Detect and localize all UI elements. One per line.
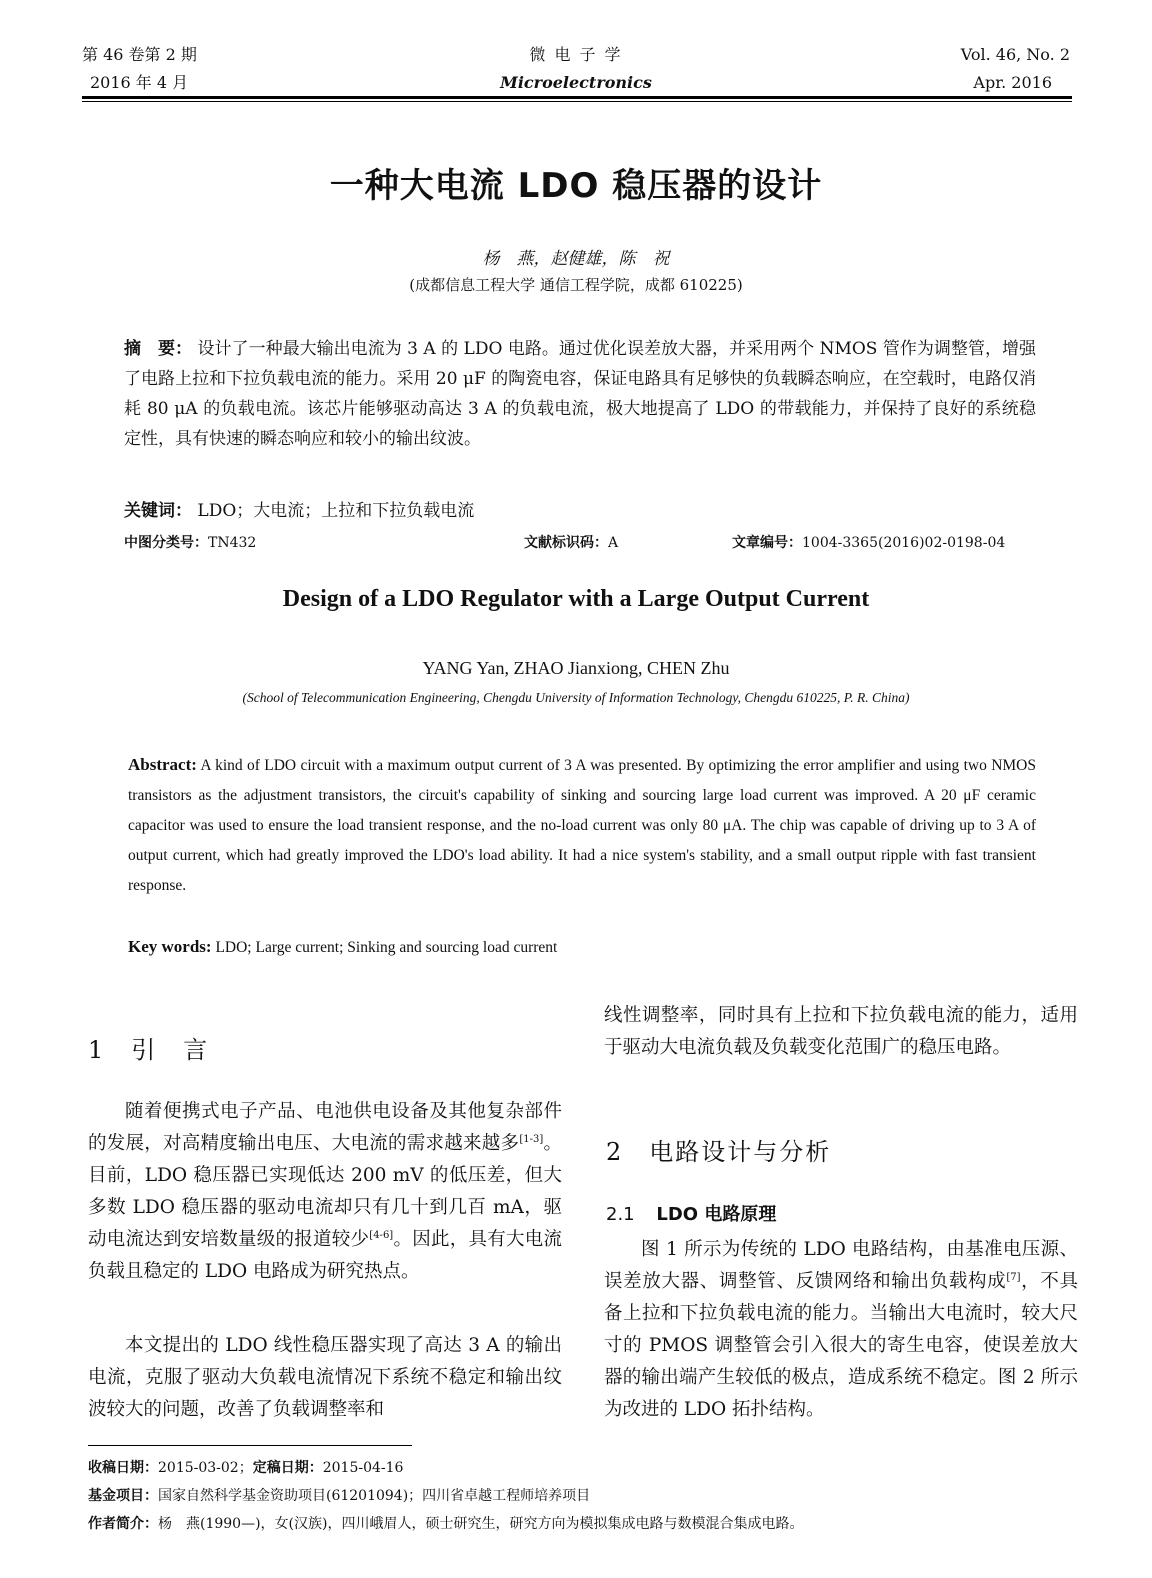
keywords-en-text: LDO; Large current; Sinking and sourcing load current xyxy=(215,939,558,956)
header-date-cn: 2016 年 4 月 xyxy=(90,73,189,92)
keywords-cn-text: LDO；大电流；上拉和下拉负载电流 xyxy=(197,501,475,521)
abstract-en-label: Abstract: xyxy=(128,755,197,774)
bio-text: 杨 燕(1990—)，女(汉族)，四川峨眉人，硕士研究生，研究方向为模拟集成电路与数模混合集成电路。 xyxy=(158,1516,804,1532)
received-date: 2015-03-02； xyxy=(158,1460,253,1476)
footnote-dates xyxy=(88,1458,403,1478)
affiliation-cn: (成都信息工程大学 通信工程学院，成都 610225) xyxy=(409,276,743,294)
doc-code-label: 文献标识码： xyxy=(524,535,608,551)
sub21-part-b: ，不具备上拉和下拉负载电流的能力。当输出大电流时，较大尺寸的 PMOS 调整管会引入很大的寄生电容，使误差放大器的输出端产生较低的极点，造成系统不稳定。图 2 所示为改进的 LDO 拓扑结构。 xyxy=(604,1271,1078,1420)
section1-heading: 1 引 言 xyxy=(88,1036,210,1064)
subsection-2-1-number: 2.1 xyxy=(606,1204,635,1225)
subsection-2-1-heading xyxy=(606,1200,776,1226)
clc-value: TN432 xyxy=(208,535,257,551)
abstract-en-text: A kind of LDO circuit with a maximum output current of 3 A was presented. By optimizing the error amplifier and using two NMOS transistors as the adjustment transistors, the circuit's capability of sinking and sourcing large load current was improved. A 20 μF ceramic capacitor was used to ensure the load transient response, and the no-load current was only 80 μA. The chip was capable of driving up to 3 A of output current, which had greatly improved the LDO's load ability. It had a nice system's stability, and a small output ripple with fast transient response. xyxy=(128,757,1036,894)
final-date: 2015-04-16 xyxy=(322,1460,404,1476)
article-number xyxy=(732,532,1005,552)
title-cn: 一种大电流 LDO 稳压器的设计 xyxy=(329,166,823,206)
abstract-cn-text: 设计了一种最大输出电流为 3 A 的 LDO 电路。通过优化误差放大器，并采用两个 NMOS 管作为调整管，增强了电路上拉和下拉负载电流的能力。采用 20 μF 的陶瓷电容，保证电路具有足够快的负载瞬态响应，在空载时，电路仅消耗 80 μA 的负载电流。该芯片能够驱动高达 3 A 的负载电流，极大地提高了 LDO 的带载能力，并保持了良好的系统稳定性，具有快速的瞬态响应和较小的输出纹波。 xyxy=(124,339,1037,449)
final-label: 定稿日期： xyxy=(252,1460,323,1476)
section2-heading: 2 电路设计与分析 xyxy=(606,1138,832,1166)
section1-paragraph2: 本文提出的 LDO 线性稳压器实现了高达 3 A 的输出电流，克服了驱动大负载电流情况下系统不稳定和输出纹波较大的问题，改善了负载调整率和 xyxy=(88,1335,562,1420)
section1-p1-part-b: 。目前，LDO 稳压器已实现低达 200 mV 的低压差，但大多数 LDO 稳压器的驱动电流却只有几十到几百 mA，驱动电流达到安培数量级的报道较少 xyxy=(88,1133,562,1250)
section1-paragraph1 xyxy=(88,1096,562,1288)
subsection-2-1-paragraph xyxy=(604,1234,1078,1426)
sub21-part-a: 图 1 所示为传统的 LDO 电路结构，由基准电压源、误差放大器、调整管、反馈网络和输出负载构成 xyxy=(604,1239,1078,1292)
keywords-en xyxy=(128,932,1036,963)
abstract-cn-label: 摘 要： xyxy=(124,339,193,359)
header-rule-thick xyxy=(82,96,1072,99)
authors-cn: 杨 燕，赵健雄，陈 祝 xyxy=(482,249,670,269)
bio-label: 作者简介： xyxy=(88,1516,158,1532)
doc-code xyxy=(524,532,618,552)
received-label: 收稿日期： xyxy=(88,1460,158,1476)
header-journal-en: Microelectronics xyxy=(500,73,652,92)
header-journal-cn: 微 电 子 学 xyxy=(529,45,623,64)
header-volume-en: Vol. 46, No. 2 xyxy=(960,45,1070,64)
keywords-en-label: Key words: xyxy=(128,937,212,956)
header-date-en: Apr. 2016 xyxy=(973,73,1052,92)
header-volume-cn: 第 46 卷第 2 期 xyxy=(82,45,197,64)
keywords-cn xyxy=(124,496,1036,526)
abstract-en xyxy=(128,750,1036,901)
header-rule-thin xyxy=(82,101,1072,102)
citation-ref-1-3: [1-3] xyxy=(519,1133,544,1145)
keywords-cn-label: 关键词： xyxy=(124,501,192,521)
authors-en: YANG Yan, ZHAO Jianxiong, CHEN Zhu xyxy=(422,658,730,678)
article-number-value: 1004-3365(2016)02-0198-04 xyxy=(802,535,1006,551)
abstract-cn xyxy=(124,334,1036,454)
funding-text: 国家自然科学基金资助项目(61201094)；四川省卓越工程师培养项目 xyxy=(158,1488,591,1504)
clc-number xyxy=(124,532,256,552)
subsection-2-1-title: LDO 电路原理 xyxy=(656,1204,777,1225)
clc-label: 中图分类号： xyxy=(124,535,208,551)
article-number-label: 文章编号： xyxy=(732,535,802,551)
citation-ref-7: [7] xyxy=(1006,1271,1021,1283)
right-col-continuation: 线性调整率，同时具有上拉和下拉负载电流的能力，适用于驱动大电流负载及负载变化范围广的稳压电路。 xyxy=(604,1005,1078,1058)
affiliation-en: (School of Telecommunication Engineering, Chengdu University of Information Technology, Chengdu 610225, P. R. China) xyxy=(242,690,910,705)
citation-ref-4-6: [4-6] xyxy=(369,1229,394,1241)
section1-p1-part-a: 随着便携式电子产品、电池供电设备及其他复杂部件的发展，对高精度输出电压、大电流的需求越来越多 xyxy=(88,1101,562,1154)
title-en: Design of a LDO Regulator with a Large Output Current xyxy=(282,586,870,612)
section1-p1-part-c: 。因此，具有大电流负载且稳定的 LDO 电路成为研究热点。 xyxy=(88,1229,562,1282)
footnote-rule xyxy=(88,1445,412,1446)
footnote-author-bio xyxy=(88,1514,803,1534)
funding-label: 基金项目： xyxy=(88,1488,158,1504)
footnote-funding xyxy=(88,1486,590,1506)
doc-code-value: A xyxy=(608,535,619,551)
